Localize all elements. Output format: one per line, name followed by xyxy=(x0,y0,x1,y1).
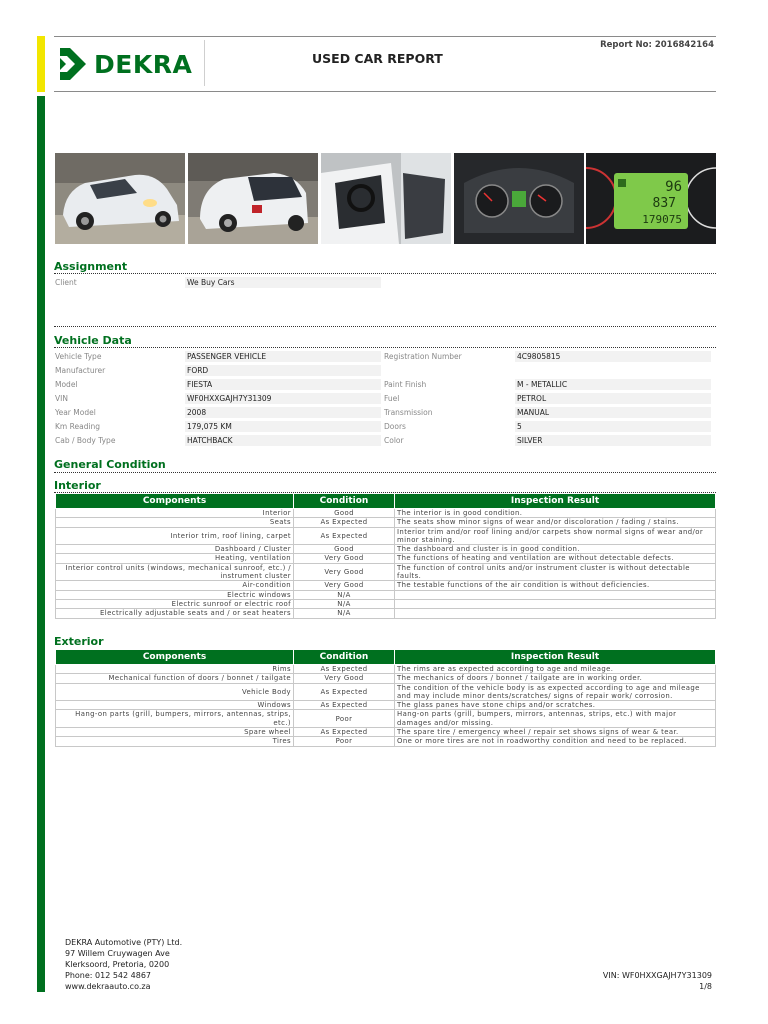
table-row xyxy=(56,581,716,590)
vehicle-field-label: Color xyxy=(384,436,404,445)
vehicle-field-label: Registration Number xyxy=(384,352,462,361)
component-cell: Interior xyxy=(56,509,294,518)
client-value: We Buy Cars xyxy=(187,278,235,287)
vehicle-field-label: Vehicle Type xyxy=(55,352,102,361)
footer-website[interactable]: www.dekraauto.co.za xyxy=(65,982,151,991)
component-cell: Heating, ventilation xyxy=(56,554,294,563)
field-shade xyxy=(515,435,711,446)
footer-address xyxy=(65,937,182,992)
vehicle-field-label: Doors xyxy=(384,422,406,431)
condition-cell: As Expected xyxy=(294,665,395,674)
field-shade xyxy=(185,407,381,418)
result-cell: The interior is in good condition. xyxy=(395,509,716,518)
column-header-inspection-result: Inspection Result xyxy=(395,650,716,665)
client-label: Client xyxy=(55,278,77,287)
header-rule-top xyxy=(54,36,716,37)
footer-address-line2: Klerksoord, Pretoria, 0200 xyxy=(65,960,170,969)
report-title: USED CAR REPORT xyxy=(312,51,443,66)
section-title-vehicle-data: Vehicle Data xyxy=(54,334,132,347)
field-shade xyxy=(185,365,381,376)
condition-cell: As Expected xyxy=(294,518,395,527)
table-row xyxy=(56,701,716,710)
condition-cell: Very Good xyxy=(294,581,395,590)
odometer-trip: 837 xyxy=(652,196,676,211)
result-cell xyxy=(395,590,716,599)
component-cell: Tires xyxy=(56,737,294,746)
table-row xyxy=(56,665,716,674)
vehicle-field-value: MANUAL xyxy=(517,408,550,417)
front-exterior-photo[interactable] xyxy=(55,153,185,244)
component-cell: Air-condition xyxy=(56,581,294,590)
result-cell: The spare tire / emergency wheel / repair set shows signs of wear & tear. xyxy=(395,728,716,737)
vehicle-field-value: FIESTA xyxy=(187,380,213,389)
column-header-components: Components xyxy=(56,650,294,665)
footer-vin: VIN: WF0HXXGAJH7Y31309 xyxy=(602,971,712,980)
side-accent-green xyxy=(37,96,45,992)
condition-cell: Very Good xyxy=(294,674,395,683)
result-cell: The condition of the vehicle body is as expected according to age and mileage and may include minor dents/scratches/ signs of repair work/ corrosion. xyxy=(395,683,716,701)
table-row xyxy=(56,554,716,563)
vehicle-field-value: WF0HXXGAJH7Y31309 xyxy=(187,394,272,403)
component-cell: Electrically adjustable seats and / or seat heaters xyxy=(56,609,294,618)
vehicle-field-value: 4C9805815 xyxy=(517,352,561,361)
header-rule-bottom xyxy=(54,91,716,92)
condition-cell: Good xyxy=(294,545,395,554)
condition-cell: Poor xyxy=(294,710,395,728)
table-row xyxy=(56,683,716,701)
condition-cell: As Expected xyxy=(294,683,395,701)
table-row xyxy=(56,674,716,683)
table-row xyxy=(56,728,716,737)
table-row xyxy=(56,737,716,746)
footer-phone: Phone: 012 542 4867 xyxy=(65,971,152,980)
condition-cell: Very Good xyxy=(294,563,395,581)
vehicle-field-value: 179,075 KM xyxy=(187,422,232,431)
table-row xyxy=(56,609,716,618)
interior-door-photo[interactable] xyxy=(321,153,451,244)
side-accent-yellow xyxy=(37,36,45,92)
result-cell: The testable functions of the air condition is without deficiencies. xyxy=(395,581,716,590)
report-number: Report No: 2016842164 xyxy=(600,40,714,50)
section-title-general-condition: General Condition xyxy=(54,458,166,471)
odometer-total: 179075 xyxy=(642,213,682,226)
column-header-condition: Condition xyxy=(294,494,395,509)
rear-exterior-photo[interactable] xyxy=(188,153,318,244)
vehicle-field-label: VIN xyxy=(55,394,68,403)
vehicle-field-label: Model xyxy=(55,380,78,389)
vehicle-field-label: Km Reading xyxy=(55,422,101,431)
component-cell: Windows xyxy=(56,701,294,710)
vehicle-field-value: FORD xyxy=(187,366,209,375)
dashboard-cluster-photo[interactable] xyxy=(454,153,584,244)
condition-cell: N/A xyxy=(294,609,395,618)
vehicle-field-label: Cab / Body Type xyxy=(55,436,116,445)
vehicle-field-label: Fuel xyxy=(384,394,400,403)
component-cell: Hang-on parts (grill, bumpers, mirrors, antennas, strips, etc.) xyxy=(56,710,294,728)
result-cell: The seats show minor signs of wear and/or discoloration / fading / stains. xyxy=(395,518,716,527)
vehicle-photo-strip xyxy=(55,153,716,244)
condition-cell: As Expected xyxy=(294,527,395,545)
result-cell: The rims are as expected according to age and mileage. xyxy=(395,665,716,674)
odometer-speed: 96 xyxy=(665,179,682,195)
vehicle-field-value: M - METALLIC xyxy=(517,380,568,389)
brand-name: DEKRA xyxy=(94,49,193,79)
header-separator xyxy=(204,40,205,86)
component-cell: Vehicle Body xyxy=(56,683,294,701)
condition-cell: N/A xyxy=(294,590,395,599)
component-cell: Seats xyxy=(56,518,294,527)
condition-cell: Very Good xyxy=(294,554,395,563)
component-cell: Dashboard / Cluster xyxy=(56,545,294,554)
table-row xyxy=(56,710,716,728)
odometer-photo[interactable] xyxy=(586,153,716,244)
component-cell: Mechanical function of doors / bonnet / tailgate xyxy=(56,674,294,683)
result-cell: The function of control units and/or instrument cluster is without detectable faults. xyxy=(395,563,716,581)
condition-cell: Good xyxy=(294,509,395,518)
field-shade xyxy=(185,379,381,390)
table-row xyxy=(56,590,716,599)
table-row xyxy=(56,563,716,581)
divider xyxy=(54,347,716,348)
result-cell: The mechanics of doors / bonnet / tailgate are in working order. xyxy=(395,674,716,683)
vehicle-field-label: Transmission xyxy=(384,408,433,417)
vehicle-field-label: Year Model xyxy=(55,408,96,417)
vehicle-field-value: HATCHBACK xyxy=(187,436,233,445)
condition-cell: N/A xyxy=(294,599,395,608)
table-row xyxy=(56,509,716,518)
result-cell: Interior trim and/or roof lining and/or carpets show normal signs of wear and/or minor staining. xyxy=(395,527,716,545)
table-row xyxy=(56,527,716,545)
result-cell: The glass panes have stone chips and/or scratches. xyxy=(395,701,716,710)
component-cell: Interior trim, roof lining, carpet xyxy=(56,527,294,545)
interior-table xyxy=(55,493,716,619)
component-cell: Spare wheel xyxy=(56,728,294,737)
result-cell: Hang-on parts (grill, bumpers, mirrors, antennas, strips, etc.) with major damages and/or missing. xyxy=(395,710,716,728)
result-cell: One or more tires are not in roadworthy condition and need to be replaced. xyxy=(395,737,716,746)
condition-cell: As Expected xyxy=(294,728,395,737)
component-cell: Interior control units (windows, mechanical sunroof, etc.) / instrument cluster xyxy=(56,563,294,581)
vehicle-field-value: PASSENGER VEHICLE xyxy=(187,352,267,361)
section-title-interior: Interior xyxy=(54,479,101,492)
page-number: 1/8 xyxy=(699,982,712,991)
column-header-inspection-result: Inspection Result xyxy=(395,494,716,509)
field-shade xyxy=(515,421,711,432)
footer-address-line1: 97 Willem Cruywagen Ave xyxy=(65,949,170,958)
divider xyxy=(54,326,716,327)
component-cell: Electric sunroof or electric roof xyxy=(56,599,294,608)
vehicle-field-value: 5 xyxy=(517,422,522,431)
column-header-condition: Condition xyxy=(294,650,395,665)
vehicle-field-label: Paint Finish xyxy=(384,380,427,389)
condition-cell: Poor xyxy=(294,737,395,746)
component-cell: Rims xyxy=(56,665,294,674)
dekra-logo-icon xyxy=(58,46,88,82)
divider xyxy=(54,472,716,473)
column-header-components: Components xyxy=(56,494,294,509)
vehicle-field-value: PETROL xyxy=(517,394,547,403)
dekra-logo xyxy=(58,44,203,84)
table-row xyxy=(56,599,716,608)
component-cell: Electric windows xyxy=(56,590,294,599)
section-title-exterior: Exterior xyxy=(54,635,104,648)
result-cell: The dashboard and cluster is in good condition. xyxy=(395,545,716,554)
table-row xyxy=(56,518,716,527)
footer-company: DEKRA Automotive (PTY) Ltd. xyxy=(65,938,183,947)
result-cell xyxy=(395,609,716,618)
vehicle-field-value: 2008 xyxy=(187,408,207,417)
table-row xyxy=(56,545,716,554)
vehicle-field-value: SILVER xyxy=(517,436,543,445)
divider xyxy=(54,273,716,274)
vehicle-field-label: Manufacturer xyxy=(55,366,106,375)
result-cell: The functions of heating and ventilation are without detectable defects. xyxy=(395,554,716,563)
exterior-table xyxy=(55,649,716,747)
section-title-assignment: Assignment xyxy=(54,260,128,273)
result-cell xyxy=(395,599,716,608)
condition-cell: As Expected xyxy=(294,701,395,710)
